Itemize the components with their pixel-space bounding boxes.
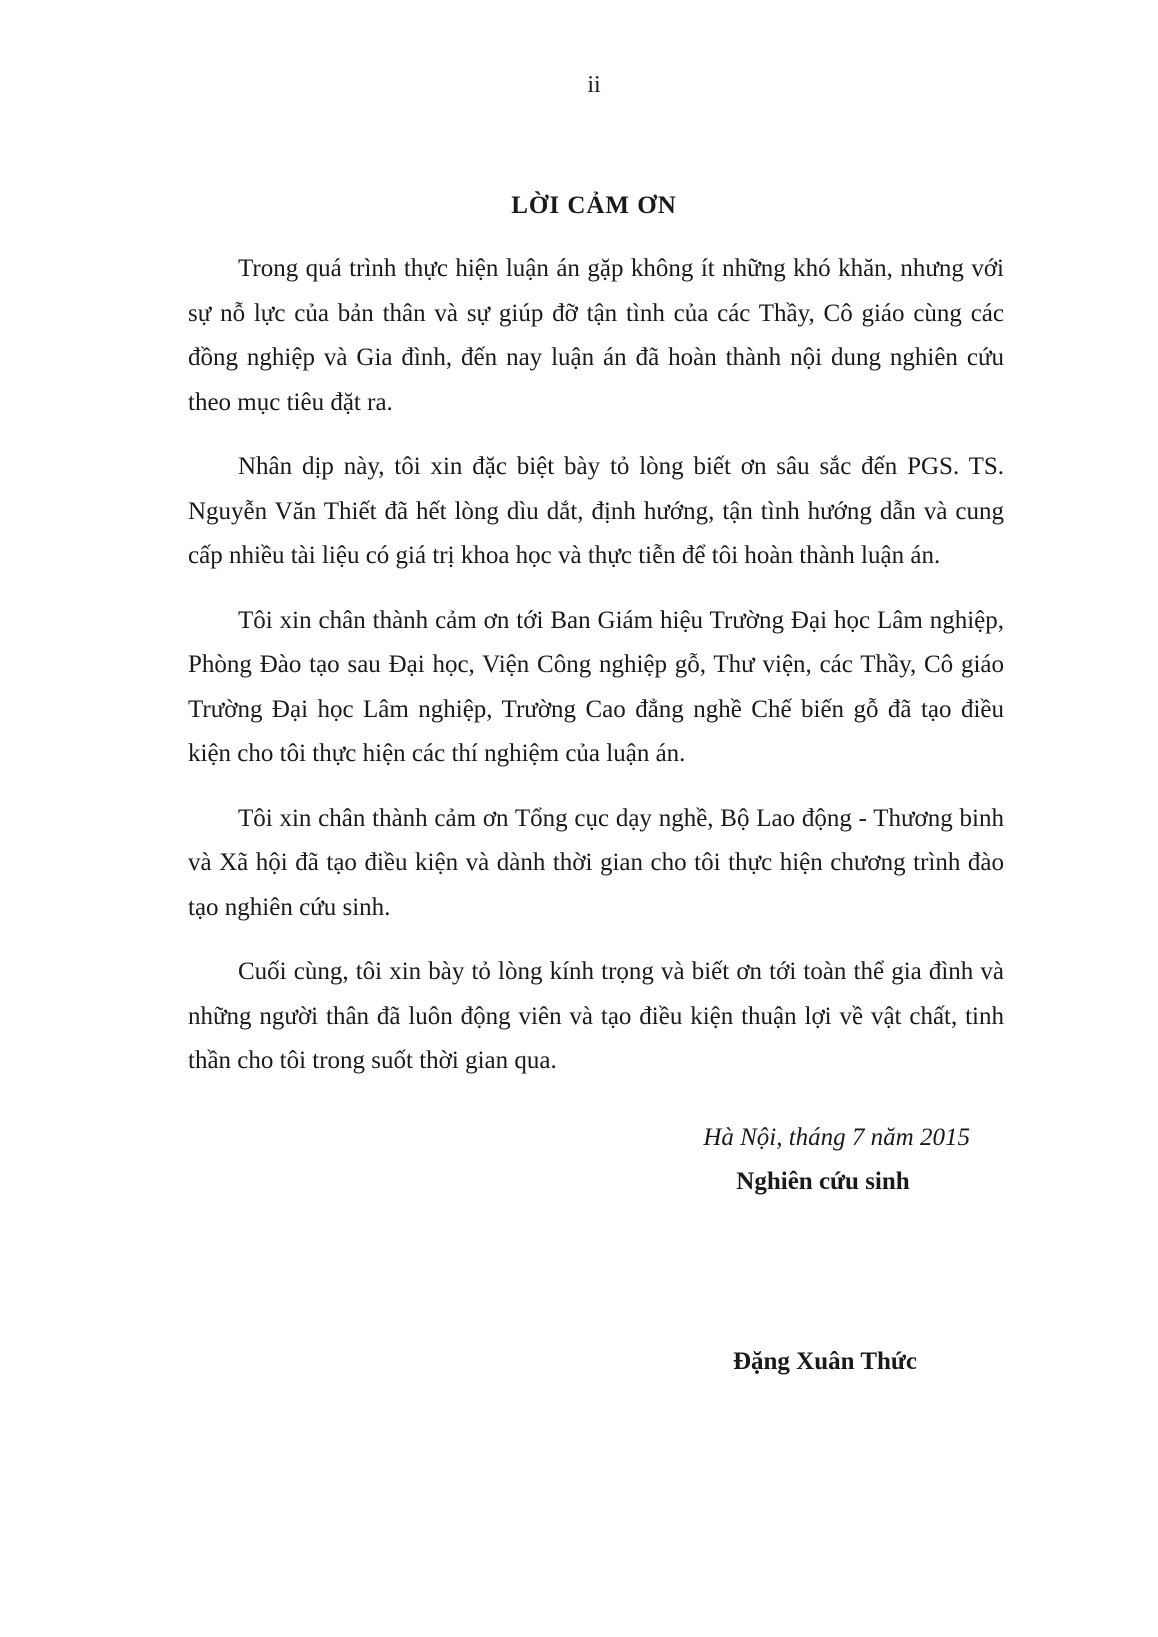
paragraph: Cuối cùng, tôi xin bày tỏ lòng kính trọng và biết ơn tới toàn thể gia đình và những người thân đã luôn động viên và tạo điều kiện thuận lợi về vật chất, tinh thần cho tôi trong suốt thời gian qua. <box>188 958 1004 1074</box>
paragraph: Nhân dịp này, tôi xin đặc biệt bày tỏ lòng biết ơn sâu sắc đến PGS. TS. Nguyễn Văn Thiết đã hết lòng dìu dắt, định hướng, tận tình hướng dẫn và cung cấp nhiều tài liệu có giá trị khoa học và thực tiễn để tôi hoàn thành luận án. <box>188 453 1004 569</box>
paragraph: Tôi xin chân thành cảm ơn Tổng cục dạy nghề, Bộ Lao động - Thương binh và Xã hội đã tạo điều kiện và dành thời gian cho tôi thực hiện chương trình đào tạo nghiên cứu sinh. <box>188 804 1004 921</box>
signer-role: Nghiên cứu sinh <box>736 1168 910 1195</box>
paragraph: Trong quá trình thực hiện luận án gặp không ít những khó khăn, nhưng với sự nỗ lực của bản thân và sự giúp đỡ tận tình của các Thầy, Cô giáo cùng các đồng nghiệp và Gia đình, đến nay luận án đã hoàn thành nội dung nghiên cứu theo mục tiêu đặt ra. <box>188 255 1004 416</box>
place-date: Hà Nội, tháng 7 năm 2015 <box>703 1124 970 1151</box>
paragraph: Tôi xin chân thành cảm ơn tới Ban Giám hiệu Trường Đại học Lâm nghiệp, Phòng Đào tạo sau Đại học, Viện Công nghiệp gỗ, Thư viện, các Thầy, Cô giáo Trường Đại học Lâm nghiệp, Trường Cao đẳng nghề Chế biến gỗ đã tạo điều kiện cho tôi thực hiện các thí nghiệm của luận án. <box>188 606 1004 767</box>
page-number: ii <box>587 72 601 98</box>
acknowledgement-body <box>188 247 1004 1104</box>
page-title: LỜI CẢM ƠN <box>511 192 677 219</box>
signer-name: Đặng Xuân Thức <box>732 1348 918 1375</box>
